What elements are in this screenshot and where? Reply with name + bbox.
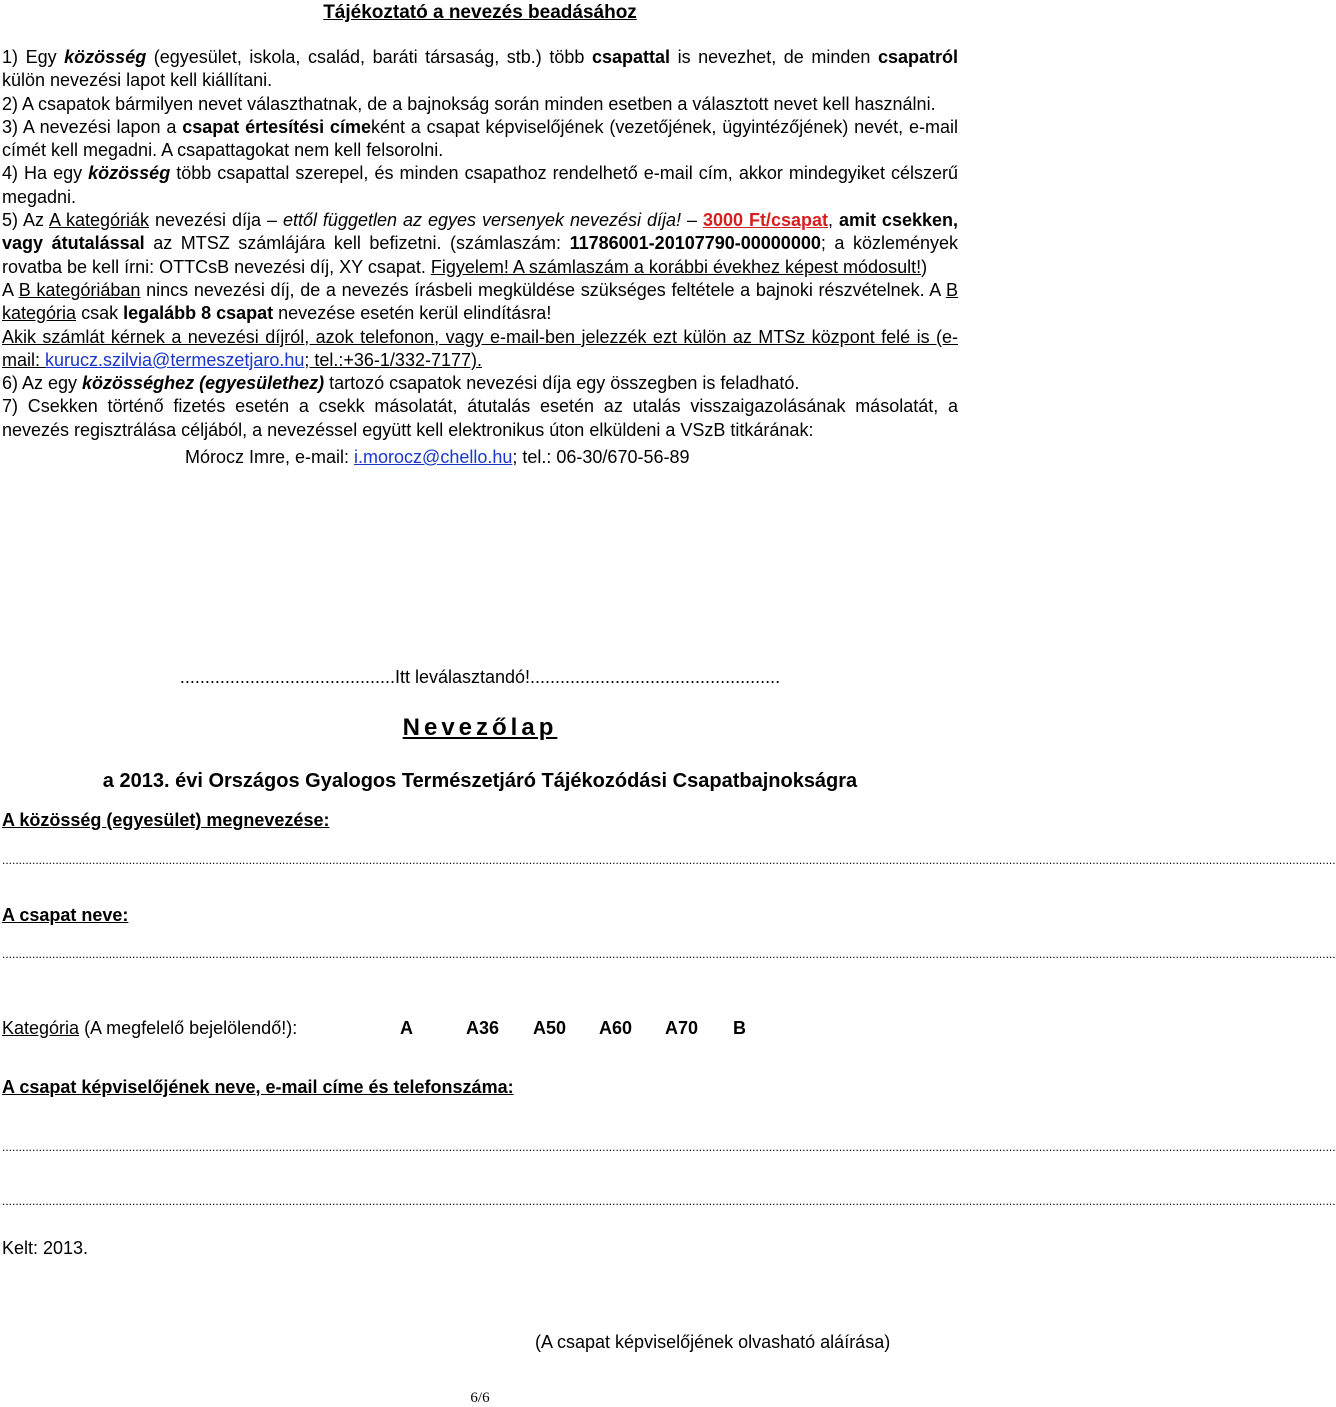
- representative-field-1[interactable]: ................................................................................................................................................................................................................................................................................................................................................................................................................: [2, 1140, 1336, 1154]
- text: több csapattal szerepel, és minden csapathoz rendelhető e-mail cím, akkor mindegyiket célszerű megadni.: [2, 163, 959, 207]
- warning: Figyelem! A számlaszám a korábbi évekhez képest módosult!: [430, 256, 922, 277]
- text: ,: [827, 210, 839, 231]
- text: amit csekken, vagy átutalással: [2, 210, 958, 254]
- category-option-a[interactable]: A: [400, 1018, 413, 1038]
- text: ): [921, 256, 928, 277]
- text: ként a csapat képviselőjének (vezetőjének, ügyintézőjének) nevét, e-mail címét kell megadni. A csapattagokat nem kell felsorolni.: [2, 116, 959, 161]
- category-label: Kategória: [2, 1018, 80, 1038]
- text: tartozó csapatok nevezési díja egy összegben is feladható.: [324, 373, 800, 394]
- text: A: [2, 279, 19, 300]
- info-title: Tájékoztató a nevezés beadásához: [323, 2, 637, 23]
- text: 3) A nevezési lapon a: [2, 116, 183, 137]
- form-title: Nevezőlap: [402, 714, 558, 741]
- info-section: [2, 46, 958, 469]
- category-option-a60[interactable]: A60: [599, 1018, 633, 1038]
- text: közösség: [88, 163, 171, 184]
- rule-invoice: [2, 326, 958, 373]
- text: csak: [76, 303, 124, 324]
- community-label: A közösség (egyesület) megnevezése:: [2, 810, 330, 830]
- text: 4) Ha egy: [2, 163, 89, 184]
- category-option-a70[interactable]: A70: [665, 1018, 699, 1038]
- text: az MTSZ számlájára kell befizetni. (számlaszám:: [144, 233, 570, 254]
- text: csapatról: [877, 47, 958, 67]
- email-link[interactable]: kurucz.szilvia@termeszetjaro.hu: [45, 349, 305, 370]
- text: csapattal: [591, 47, 670, 67]
- rule-5: [2, 209, 958, 279]
- text: –: [680, 210, 703, 231]
- text: nevezése esetén kerül elindításra!: [273, 303, 552, 324]
- text: ; a közlemények rovatba be kell írni: OTTCsB nevezési díj, XY csapat.: [2, 233, 959, 277]
- text: legalább 8 csapat: [123, 303, 274, 324]
- signature-label: (A csapat képviselőjének olvasható aláírása): [535, 1332, 891, 1352]
- rule-3: [2, 116, 958, 163]
- category-row: [2, 1018, 297, 1039]
- text: B kategóriában: [18, 279, 141, 300]
- text: ; tel.:+36-1/332-7177).: [304, 349, 482, 370]
- text: közösség: [64, 47, 147, 67]
- text: közösséghez (egyesülethez): [82, 373, 325, 394]
- date-label: Kelt: 2013.: [2, 1238, 89, 1258]
- rule-1: [2, 46, 958, 93]
- page-number: 6/6: [470, 1390, 490, 1406]
- category-option-b[interactable]: B: [733, 1018, 746, 1038]
- text: nevezési díja: [149, 210, 267, 231]
- rule-6: [2, 372, 958, 395]
- text: Mórocz Imre, e-mail:: [185, 447, 355, 468]
- rule-2: 2) A csapatok bármilyen nevet választhatnak, de a bajnokság során minden esetben a választott nevet kell használni.: [2, 93, 936, 114]
- text: csapat értesítési címe: [182, 116, 371, 137]
- account-number: 11786001-20107790-00000000: [569, 233, 821, 254]
- text: (egyesület, iskola, család, baráti társaság, stb.) több: [146, 47, 592, 67]
- text: A kategóriák: [48, 210, 149, 231]
- text: 5) Az: [2, 210, 49, 231]
- text: is nevezhet, de minden: [670, 47, 878, 67]
- text: Akik számlát kérnek a nevezési díjról, azok telefonon, vagy e-mail-ben jelezzék ezt külön az MTSz központ felé is (e-mail:: [2, 326, 958, 370]
- category-option-a50[interactable]: A50: [533, 1018, 567, 1038]
- text: B kategória: [2, 279, 958, 324]
- representative-label: A csapat képviselőjének neve, e-mail címe és telefonszáma:: [2, 1077, 514, 1097]
- representative-field-2[interactable]: ................................................................................................................................................................................................................................................................................................................................................................................................................: [2, 1194, 1336, 1208]
- rule-b-category: [2, 279, 958, 326]
- email-link[interactable]: i.morocz@chello.hu: [354, 447, 513, 468]
- text: 1) Egy: [2, 47, 65, 67]
- category-note: (A megfelelő bejelölendő!):: [79, 1018, 298, 1038]
- community-field[interactable]: ................................................................................................................................................................................................................................................................................................................................................................................................................: [2, 853, 1336, 867]
- text: külön nevezési lapot kell kiállítani.: [2, 70, 273, 91]
- form-subtitle: a 2013. évi Országos Gyalogos Természetjáró Tájékozódási Csapatbajnokságra: [102, 770, 858, 792]
- rule-4: [2, 162, 958, 209]
- text: 6) Az egy: [2, 373, 83, 394]
- cut-line: ...........................................Itt leválasztandó!..................................................: [179, 667, 781, 687]
- team-name-label: A csapat neve:: [2, 905, 129, 925]
- text: nincs nevezési díj, de a nevezés írásbeli megküldése szükséges feltétele a bajnoki részvételnek. A: [140, 279, 946, 300]
- text: ; tel.: 06-30/670-56-89: [512, 447, 690, 468]
- team-name-field[interactable]: ................................................................................................................................................................................................................................................................................................................................................................................................................: [2, 947, 1336, 961]
- rule-7: 7) Csekken történő fizetés esetén a csekk másolatát, átutalás esetén az utalás visszaigazolásának másolatát, a nevezés regisztrálása céljából, a nevezéssel együtt kell elektronikus úton elküldeni a VSzB titkárának:: [2, 396, 958, 440]
- text: – ettől független az egyes versenyek nevezési díja!: [266, 210, 681, 231]
- category-option-a36[interactable]: A36: [466, 1018, 500, 1038]
- fee-amount: 3000 Ft/csapat: [702, 210, 828, 231]
- contact-line: [2, 446, 958, 469]
